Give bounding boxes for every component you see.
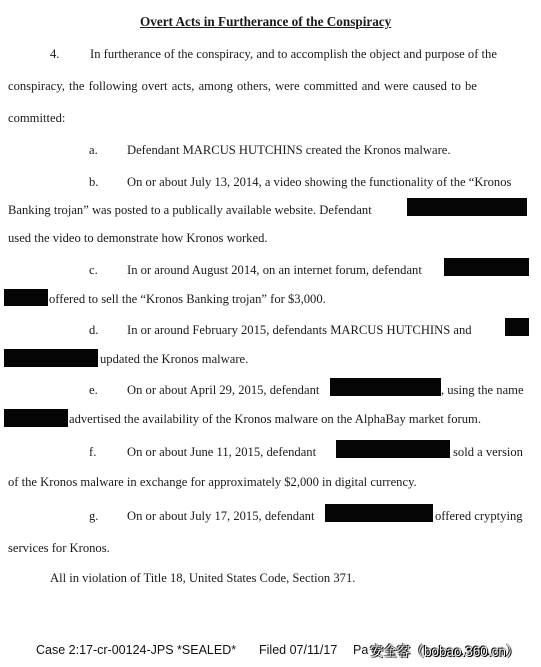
- item-text-line: Defendant MARCUS HUTCHINS created the Kronos malware.: [127, 143, 451, 157]
- item-text-line: updated the Kronos malware.: [100, 352, 249, 366]
- item-text-line: of the Kronos malware in exchange for approximately $2,000 in digital currency.: [8, 475, 417, 489]
- item-text-line: On or about June 11, 2015, defendant: [127, 445, 317, 459]
- item-text-line: used the video to demonstrate how Kronos worked.: [8, 231, 268, 245]
- redaction-bar: [4, 409, 68, 427]
- item-text-line: offered cryptying: [435, 509, 523, 523]
- item-letter: c.: [89, 263, 98, 277]
- item-text-line: On or about April 29, 2015, defendant: [127, 383, 320, 397]
- item-text-line: In or around August 2014, on an internet forum, defendant: [127, 263, 422, 277]
- paragraph-text-line: conspiracy, the following overt acts, among others, were committed and were caused to be: [8, 79, 477, 93]
- item-text-line: services for Kronos.: [8, 541, 110, 555]
- item-text-line: On or about July 13, 2014, a video showing the functionality of the “Kronos: [127, 175, 512, 189]
- redaction-bar: [330, 378, 441, 396]
- redaction-bar: [4, 289, 48, 306]
- item-text-line: In or around February 2015, defendants MARCUS HUTCHINS and: [127, 323, 472, 337]
- item-letter: d.: [89, 323, 99, 337]
- item-text-line: On or about July 17, 2015, defendant: [127, 509, 315, 523]
- item-letter: g.: [89, 509, 99, 523]
- item-letter: e.: [89, 383, 98, 397]
- redaction-bar: [4, 349, 98, 367]
- item-letter: f.: [89, 445, 97, 459]
- redaction-bar: [407, 198, 527, 216]
- footer-case-number: Case 2:17-cr-00124-JPS *SEALED*: [36, 643, 237, 657]
- item-text-line: Banking trojan” was posted to a publically available website. Defendant: [8, 203, 372, 217]
- item-letter: a.: [89, 143, 98, 157]
- footer-filed-date: Filed 07/11/17: [259, 643, 338, 657]
- footer-page-label: Pa: [353, 643, 369, 657]
- paragraph-text-line: In furtherance of the conspiracy, and to accomplish the object and purpose of the: [90, 47, 497, 61]
- redaction-bar: [336, 440, 450, 458]
- redaction-bar: [505, 318, 529, 336]
- item-text-line: advertised the availability of the Kronos malware on the AlphaBay market forum.: [69, 412, 481, 426]
- item-text-line: , using the name: [441, 383, 524, 397]
- item-text-line: offered to sell the “Kronos Banking trojan” for $3,000.: [49, 292, 326, 306]
- item-letter: b.: [89, 175, 99, 189]
- page-heading: Overt Acts in Furtherance of the Conspiracy: [140, 14, 392, 29]
- redaction-bar: [325, 504, 433, 522]
- paragraph-number: 4.: [50, 47, 60, 61]
- item-text-line: sold a version: [453, 445, 523, 459]
- redaction-bar: [444, 258, 529, 276]
- paragraph-text-line: committed:: [8, 111, 66, 125]
- closing-statement: All in violation of Title 18, United States Code, Section 371.: [50, 571, 356, 585]
- watermark: 安全客（bobao.360.cn）: [370, 644, 520, 659]
